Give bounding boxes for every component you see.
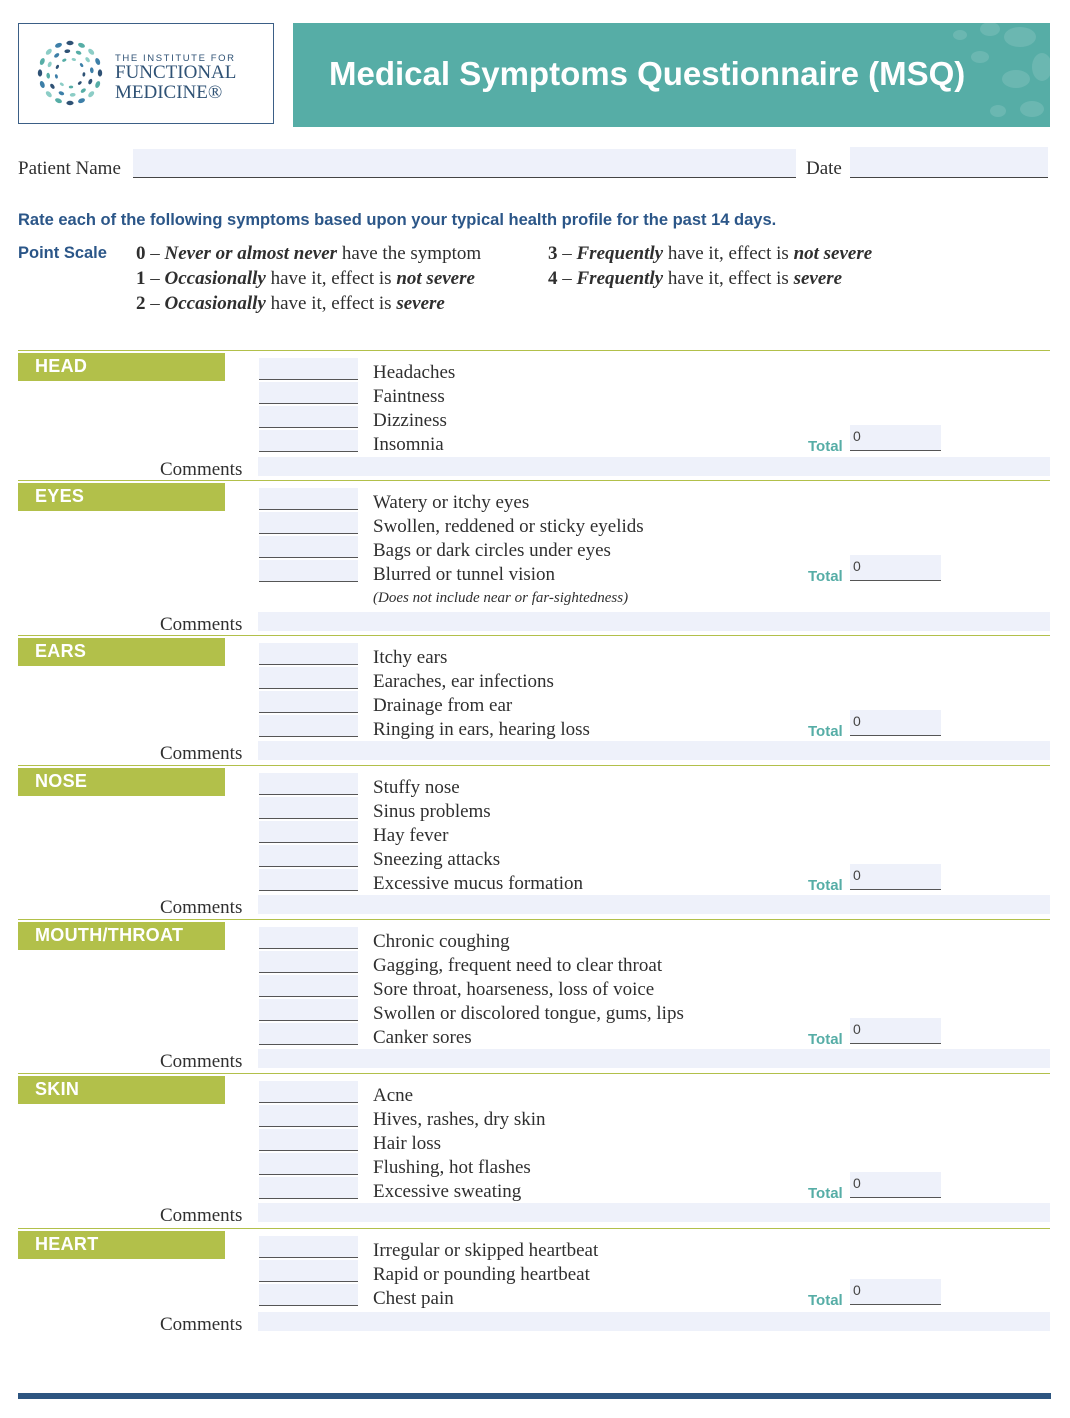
point-scale-label: Point Scale [18, 244, 107, 262]
logo-dot [59, 82, 64, 87]
symptom-score-field[interactable] [259, 512, 358, 534]
logo-dot [87, 48, 95, 56]
section-header-ears [18, 638, 225, 666]
date-field[interactable] [850, 147, 1048, 178]
scale-text: have it, effect is [663, 243, 794, 264]
total-label: Total [808, 1292, 843, 1309]
logo-dot [90, 67, 94, 73]
symptom-label: Dizziness [373, 410, 447, 431]
symptom-score-field[interactable] [259, 975, 358, 997]
section-total-field[interactable] [850, 1172, 941, 1198]
symptom-score-field[interactable] [259, 951, 358, 973]
symptom-label: Excessive mucus formation [373, 873, 584, 894]
section-rule [18, 765, 1050, 766]
section-header-heart [18, 1231, 225, 1259]
symptom-score-field[interactable] [259, 1129, 358, 1151]
symptom-label: Acne [373, 1085, 414, 1106]
symptom-score-field[interactable] [259, 821, 358, 843]
symptom-label: Hives, rashes, dry skin [373, 1109, 546, 1130]
section-rule [18, 480, 1050, 481]
instructions-text: Rate each of the following symptoms based upon your typical health profile for the past 14 days. [18, 211, 777, 229]
logo-dot [58, 91, 65, 97]
logo-line2: FUNCTIONAL [115, 62, 237, 83]
scale-text: have it, effect is [663, 268, 794, 289]
section-total-value: 0 [853, 1282, 861, 1298]
scale-severity: severe [793, 268, 843, 289]
symptom-score-field[interactable] [259, 1105, 358, 1127]
symptom-label: Blurred or tunnel vision [373, 564, 556, 585]
logo-dot [77, 97, 85, 104]
scale-frequency: Frequently [576, 268, 664, 289]
total-label: Total [808, 1031, 843, 1048]
scale-frequency: Occasionally [164, 293, 266, 314]
symptom-score-field[interactable] [259, 1023, 358, 1045]
logo-dot [75, 50, 82, 56]
section-total-value: 0 [853, 558, 861, 574]
scale-item-2: 2 – Occasionally have it, effect is severe [136, 293, 445, 314]
section-title: NOSE [35, 771, 88, 791]
scale-text: have it, effect is [265, 268, 397, 289]
symptom-score-field[interactable] [259, 999, 358, 1021]
title-banner [293, 23, 1050, 127]
symptom-label: Chronic coughing [373, 931, 510, 952]
scale-item-1: 1 – Occasionally have it, effect is not severe [136, 268, 475, 289]
symptom-score-field[interactable] [259, 691, 358, 713]
symptom-score-field[interactable] [259, 797, 358, 819]
logo-dot [55, 64, 59, 69]
symptom-score-field[interactable] [259, 1153, 358, 1175]
comments-field[interactable] [258, 741, 1050, 760]
symptom-label: Swollen, reddened or sticky eyelids [373, 516, 644, 537]
logo-dot [70, 93, 76, 97]
logo-dot [94, 57, 101, 65]
symptom-label: Chest pain [373, 1288, 454, 1309]
symptom-label: Stuffy nose [373, 777, 460, 798]
symptom-score-field[interactable] [259, 1177, 358, 1199]
symptom-score-field[interactable] [259, 560, 358, 582]
logo-dot [49, 83, 55, 90]
symptom-label: Earaches, ear infections [373, 671, 554, 692]
logo-line1: THE INSTITUTE FOR [115, 53, 236, 64]
symptom-label: Ringing in ears, hearing loss [373, 719, 590, 740]
logo-dot [54, 42, 62, 49]
logo-dot [55, 74, 59, 79]
section-total-value: 0 [853, 428, 861, 444]
comments-label: Comments [160, 897, 243, 918]
symptom-score-field[interactable] [259, 643, 358, 665]
swirl-logo-icon [37, 38, 103, 108]
symptom-score-field[interactable] [259, 382, 358, 404]
total-label: Total [808, 568, 843, 585]
scale-num: 0 [136, 243, 146, 264]
logo-dot [80, 87, 87, 93]
patient-name-field[interactable] [133, 149, 796, 178]
comments-label: Comments [160, 1051, 243, 1072]
logo-dot [84, 56, 90, 63]
scale-num: 1 [136, 268, 146, 289]
section-title: HEAD [35, 356, 88, 376]
symptom-label: Bags or dark circles under eyes [373, 540, 611, 561]
logo-dot [69, 85, 74, 88]
section-title: EARS [35, 641, 87, 661]
symptom-score-field[interactable] [259, 358, 358, 380]
logo-dot [88, 78, 94, 85]
logo-dot [53, 52, 60, 58]
section-header-skin [18, 1076, 225, 1104]
logo-dot [82, 72, 85, 77]
symptom-score-field[interactable] [259, 773, 358, 795]
logo-dot [39, 80, 46, 88]
symptom-score-field[interactable] [259, 927, 358, 949]
section-total-field[interactable] [850, 864, 941, 890]
section-header-mouth-throat [18, 922, 225, 950]
scale-num: 3 [548, 243, 558, 264]
section-total-field[interactable] [850, 425, 941, 451]
section-rule [18, 919, 1050, 920]
section-total-value: 0 [853, 1175, 861, 1191]
section-total-value: 0 [853, 713, 861, 729]
logo-line3: MEDICINE® [115, 82, 223, 103]
symptom-label: Hay fever [373, 825, 449, 846]
symptom-score-field[interactable] [259, 667, 358, 689]
comments-label: Comments [160, 459, 243, 480]
section-rule [18, 1073, 1050, 1074]
symptom-label: Headaches [373, 362, 456, 383]
symptom-score-field[interactable] [259, 715, 358, 737]
patient-name-label: Patient Name [18, 158, 121, 179]
logo-dot [47, 61, 53, 68]
symptom-score-field[interactable] [259, 1236, 358, 1258]
footer-rule [18, 1393, 1051, 1399]
comments-field[interactable] [258, 895, 1050, 914]
logo-dot [39, 57, 46, 65]
section-header-head [18, 353, 225, 381]
section-total-field[interactable] [850, 1279, 941, 1305]
comments-label: Comments [160, 743, 243, 764]
date-label: Date [806, 158, 842, 179]
comments-field[interactable] [258, 612, 1050, 631]
comments-field[interactable] [258, 457, 1050, 476]
logo-dot [71, 58, 76, 62]
section-title: MOUTH/THROAT [35, 925, 184, 945]
scale-severity: not severe [396, 268, 475, 289]
section-header-eyes [18, 483, 225, 511]
symptom-score-field[interactable] [259, 488, 358, 510]
symptom-label: Insomnia [373, 434, 444, 455]
symptom-label: Rapid or pounding heartbeat [373, 1264, 590, 1285]
logo-dot [64, 49, 70, 53]
section-total-value: 0 [853, 1021, 861, 1037]
section-total-value: 0 [853, 867, 861, 883]
logo-dot [38, 69, 42, 76]
symptom-score-field[interactable] [259, 845, 358, 867]
scale-severity: severe [396, 293, 445, 314]
symptom-label: Hair loss [373, 1133, 442, 1154]
symptom-label: Watery or itchy eyes [373, 492, 530, 513]
logo-dot [66, 101, 73, 105]
logo-dot [54, 97, 62, 104]
scale-item-4: 4 – Frequently have it, effect is severe [548, 268, 843, 289]
symptom-label: Faintness [373, 386, 445, 407]
section-rule [18, 350, 1050, 351]
comments-label: Comments [160, 1314, 243, 1335]
symptom-label: Swollen or discolored tongue, gums, lips [373, 1003, 684, 1024]
scale-frequency: Frequently [576, 243, 664, 264]
symptom-label: Irregular or skipped heartbeat [373, 1240, 599, 1261]
comments-field[interactable] [258, 1203, 1050, 1222]
symptom-label: Itchy ears [373, 647, 448, 668]
symptom-score-field[interactable] [259, 869, 358, 891]
symptom-score-field[interactable] [259, 1260, 358, 1282]
section-total-field[interactable] [850, 710, 941, 736]
scale-severity: not severe [793, 243, 873, 264]
logo-dot [98, 69, 102, 76]
symptom-score-field[interactable] [259, 406, 358, 428]
comments-label: Comments [160, 614, 243, 635]
scale-text: have the symptom [337, 243, 482, 264]
total-label: Total [808, 438, 843, 455]
section-rule [18, 635, 1050, 636]
logo-dot [66, 41, 73, 45]
total-label: Total [808, 1185, 843, 1202]
scale-frequency: Occasionally [164, 268, 266, 289]
symptom-score-field[interactable] [259, 536, 358, 558]
symptom-score-field[interactable] [259, 430, 358, 452]
section-total-field[interactable] [850, 1018, 941, 1044]
scale-frequency: Never or almost never [164, 243, 338, 264]
logo-dot [77, 42, 85, 49]
symptom-label: Drainage from ear [373, 695, 513, 716]
scale-text: have it, effect is [265, 293, 397, 314]
section-header-nose [18, 768, 225, 796]
logo-dot [45, 90, 53, 98]
section-title: EYES [35, 486, 85, 506]
comments-label: Comments [160, 1205, 243, 1226]
section-title: SKIN [35, 1079, 80, 1099]
logo-dot [94, 80, 101, 88]
total-label: Total [808, 723, 843, 740]
logo-dot [87, 90, 95, 98]
total-label: Total [808, 877, 843, 894]
logo-dot [62, 58, 67, 62]
comments-field[interactable] [258, 1312, 1050, 1331]
symptom-note: (Does not include near or far-sightedness) [373, 590, 629, 606]
symptom-score-field[interactable] [259, 1284, 358, 1306]
scale-item-3: 3 – Frequently have it, effect is not severe [548, 243, 873, 264]
logo-dot [79, 62, 84, 67]
section-total-field[interactable] [850, 555, 941, 581]
symptom-label: Sore throat, hoarseness, loss of voice [373, 979, 655, 1000]
logo-dot [77, 80, 82, 85]
symptom-label: Excessive sweating [373, 1181, 522, 1202]
logo-dot [46, 73, 50, 79]
symptom-label: Flushing, hot flashes [373, 1157, 531, 1178]
logo-dot [45, 48, 53, 56]
scale-num: 4 [548, 268, 558, 289]
scale-item-0: 0 – Never or almost never have the symptom [136, 243, 482, 264]
section-rule [18, 1228, 1050, 1229]
symptom-label: Sinus problems [373, 801, 491, 822]
institute-logo [18, 23, 274, 124]
comments-field[interactable] [258, 1049, 1050, 1068]
symptom-label: Gagging, frequent need to clear throat [373, 955, 663, 976]
page-title: Medical Symptoms Questionnaire (MSQ) [329, 55, 966, 92]
symptom-score-field[interactable] [259, 1081, 358, 1103]
section-title: HEART [35, 1234, 99, 1254]
scale-num: 2 [136, 293, 146, 314]
symptom-label: Sneezing attacks [373, 849, 501, 870]
symptom-label: Canker sores [373, 1027, 472, 1048]
